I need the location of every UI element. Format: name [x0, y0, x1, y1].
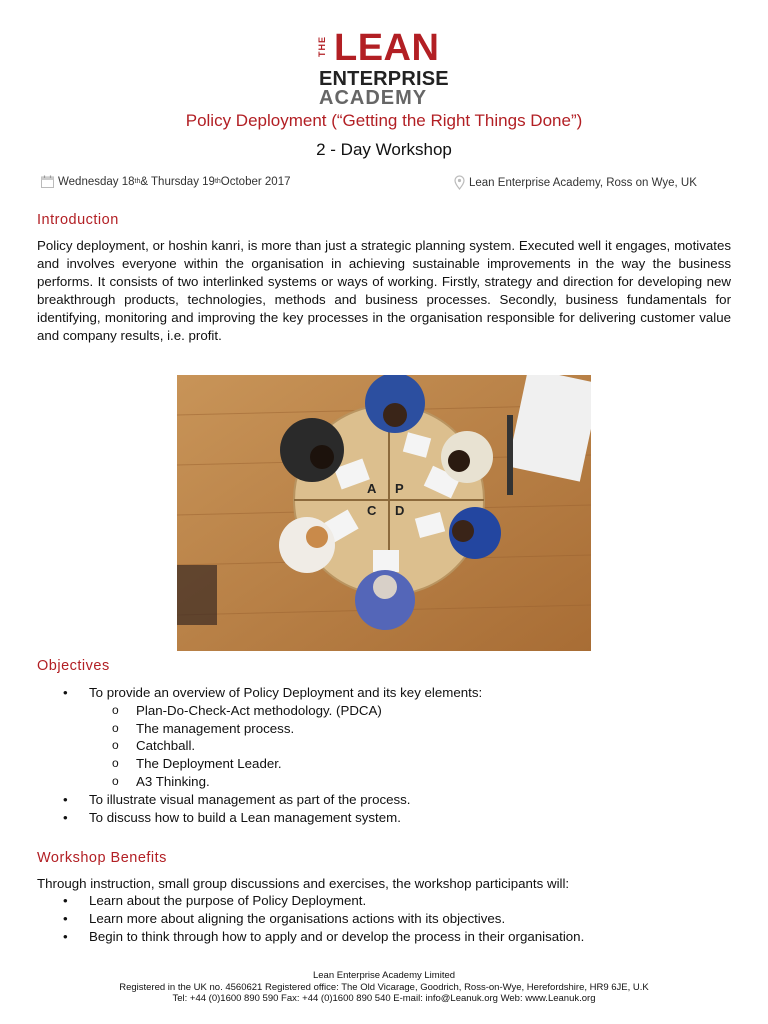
photo-label-d: D	[395, 503, 405, 518]
objectives-heading: Objectives	[37, 658, 110, 674]
list-item: o Plan-Do-Check-Act methodology. (PDCA)	[89, 702, 737, 720]
list-item: • Learn about the purpose of Policy Deployment.	[37, 892, 617, 910]
list-item: o Catchball.	[89, 737, 737, 755]
list-item: • To illustrate visual management as part of the process.	[37, 791, 737, 809]
logo-academy: ACADEMY	[319, 87, 428, 109]
location-text: Lean Enterprise Academy, Ross on Wye, UK	[469, 176, 697, 189]
introduction-heading: Introduction	[37, 212, 119, 228]
meeting-photo	[177, 375, 591, 651]
footer-contact: Tel: +44 (0)1600 890 590 Fax: +44 (0)1600 890 540 E-mail: info@Leanuk.org Web: www.Leanuk.org	[172, 993, 596, 1004]
list-item: • Begin to think through how to apply and or develop the process in their organisation.	[37, 928, 617, 946]
introduction-text: Policy deployment, or hoshin kanri, is more than just a strategic planning system. Executed well it engages, motivates and involves everyone within the organisation in achieving sustainable improvements in the way the business performs. It consists of two interlinked systems or ways of working. Firstly, strategy and direction for developing new breakthrough products, technologies, methods and business processes. Secondly, business fundamentals for identifying, monitoring and improving the key processes in the organisation responsible for delivering customer value and company results, i.e. profit.	[37, 238, 731, 343]
event-date	[41, 175, 290, 188]
list-item: o The Deployment Leader.	[89, 755, 737, 773]
event-location	[454, 175, 697, 190]
date-prefix: Wednesday 18	[58, 175, 135, 188]
calendar-icon	[41, 175, 54, 188]
footer-company: Lean Enterprise Academy Limited	[312, 970, 456, 981]
list-item: o The management process.	[89, 720, 737, 738]
objectives-list	[37, 684, 737, 826]
objectives-sublist	[89, 702, 737, 791]
benefits-heading: Workshop Benefits	[37, 850, 167, 866]
photo-label-c: C	[367, 503, 377, 518]
list-item: o A3 Thinking.	[89, 773, 737, 791]
footer-registration: Registered in the UK no. 4560621 Registered office: The Old Vicarage, Goodrich, Ross-on-Wye, Herefordshire, HR9 6JE, U.K	[119, 981, 649, 993]
list-item	[37, 684, 737, 791]
page-footer	[0, 970, 768, 1005]
list-item: • To discuss how to build a Lean management system.	[37, 809, 737, 827]
document-title: Policy Deployment (“Getting the Right Things Done”)	[185, 111, 583, 130]
document-subtitle: 2 - Day Workshop	[316, 140, 452, 159]
date-sup-2: th	[214, 178, 221, 185]
map-pin-icon	[454, 175, 465, 190]
logo-lean: LEAN	[334, 27, 440, 69]
date-sup-1: th	[134, 178, 141, 185]
photo-label-a: A	[367, 481, 377, 496]
date-suffix: October 2017	[220, 175, 291, 188]
benefits-list	[37, 892, 617, 945]
benefits-intro: Through instruction, small group discussions and exercises, the workshop participants will:	[37, 876, 570, 891]
photo-label-p: P	[395, 481, 404, 496]
logo-the: THE	[317, 36, 327, 57]
list-item: • Learn more about aligning the organisations actions with its objectives.	[37, 910, 617, 928]
company-logo	[317, 27, 453, 109]
logo-enterprise: ENTERPRISE	[319, 68, 449, 90]
date-mid: & Thursday 19	[140, 175, 215, 188]
objective-text: To provide an overview of Policy Deployment and its key elements:	[89, 685, 483, 700]
